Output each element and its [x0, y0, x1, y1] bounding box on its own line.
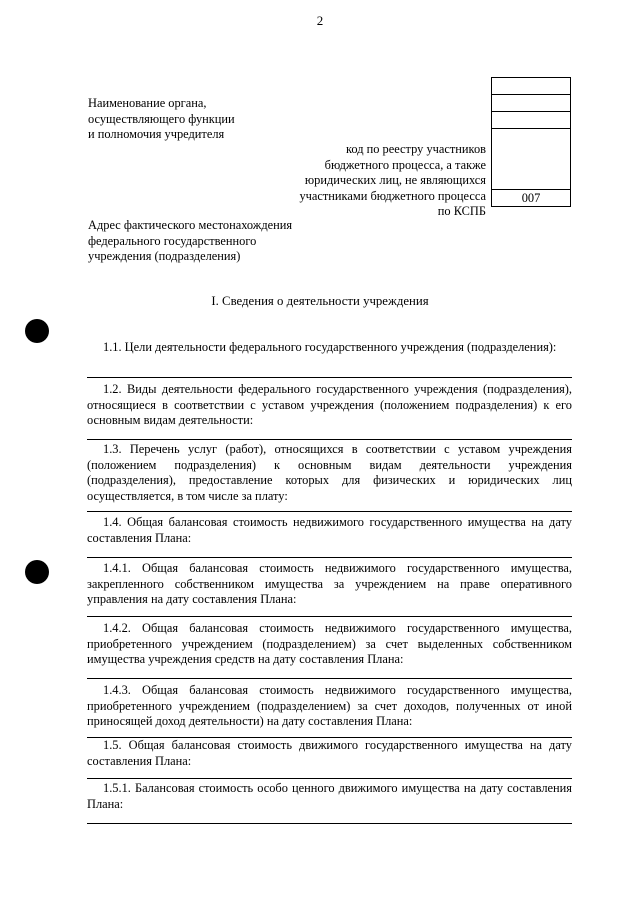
fill-line — [87, 616, 572, 617]
item-1-2: 1.2. Виды деятельности федерального государственного учреждения (подразделения), относящиеся в соответствии с уставом учреждения (положением подразделения) к его основным видам деятельности: — [87, 382, 572, 427]
fill-line — [87, 778, 572, 779]
item-1-4: 1.4. Общая балансовая стоимость недвижимого государственного имущества на дату составления Плана: — [87, 515, 572, 545]
item-1-5-1: 1.5.1. Балансовая стоимость особо ценного движимого имущества на дату составления Плана: — [87, 781, 572, 811]
punch-hole-icon — [25, 319, 49, 343]
organ-label: Наименование органа, осуществляющего функции и полномочия учредителя — [88, 96, 235, 141]
section-title: I. Сведения о деятельности учреждения — [211, 294, 429, 308]
fill-line — [87, 557, 572, 558]
item-1-3: 1.3. Перечень услуг (работ), относящихся в соответствии с уставом учреждения (положением подразделения) к основным видам деятельности учреждения (подразделения), предоставление которых для физических и юридических лиц осуществляется, в том числе за плату: — [87, 442, 572, 503]
codes-box — [491, 77, 571, 207]
code-cell — [492, 78, 570, 95]
item-1-4-1: 1.4.1. Общая балансовая стоимость недвижимого государственного имущества, закрепленного собственником имущества за учреждением на праве оперативного управления на дату составления Плана: — [87, 561, 572, 606]
code-cell — [492, 129, 570, 190]
fill-line — [87, 377, 572, 378]
kspb-code-cell: 007 — [521, 191, 541, 205]
address-label: Адрес фактического местонахождения федерального государственного учреждения (подразделения) — [88, 218, 293, 263]
punch-hole-icon — [25, 560, 49, 584]
code-cell — [492, 112, 570, 129]
item-1-1: 1.1. Цели деятельности федерального государственного учреждения (подразделения): — [103, 340, 557, 354]
code-cell — [492, 95, 570, 112]
item-1-4-3: 1.4.3. Общая балансовая стоимость недвижимого государственного имущества, приобретенного учреждением (подразделением) за счет доходов, полученных от иной приносящей доход деятельности) на дату составления Плана: — [87, 683, 572, 728]
item-1-4-2: 1.4.2. Общая балансовая стоимость недвижимого государственного имущества, приобретенного учреждением (подразделением) за счет выделенных собственником имущества учреждения средств на дату составления Плана: — [87, 621, 572, 666]
item-1-5: 1.5. Общая балансовая стоимость движимого государственного имущества на дату составления Плана: — [87, 738, 572, 768]
fill-line — [87, 678, 572, 679]
fill-line — [87, 823, 572, 824]
fill-line — [87, 439, 572, 440]
fill-line — [87, 511, 572, 512]
code-label: код по реестру участников бюджетного процесса, а также юридических лиц, не являющихся участниками бюджетного процесса по КСПБ — [299, 142, 486, 218]
page-number: 2 — [316, 13, 324, 28]
